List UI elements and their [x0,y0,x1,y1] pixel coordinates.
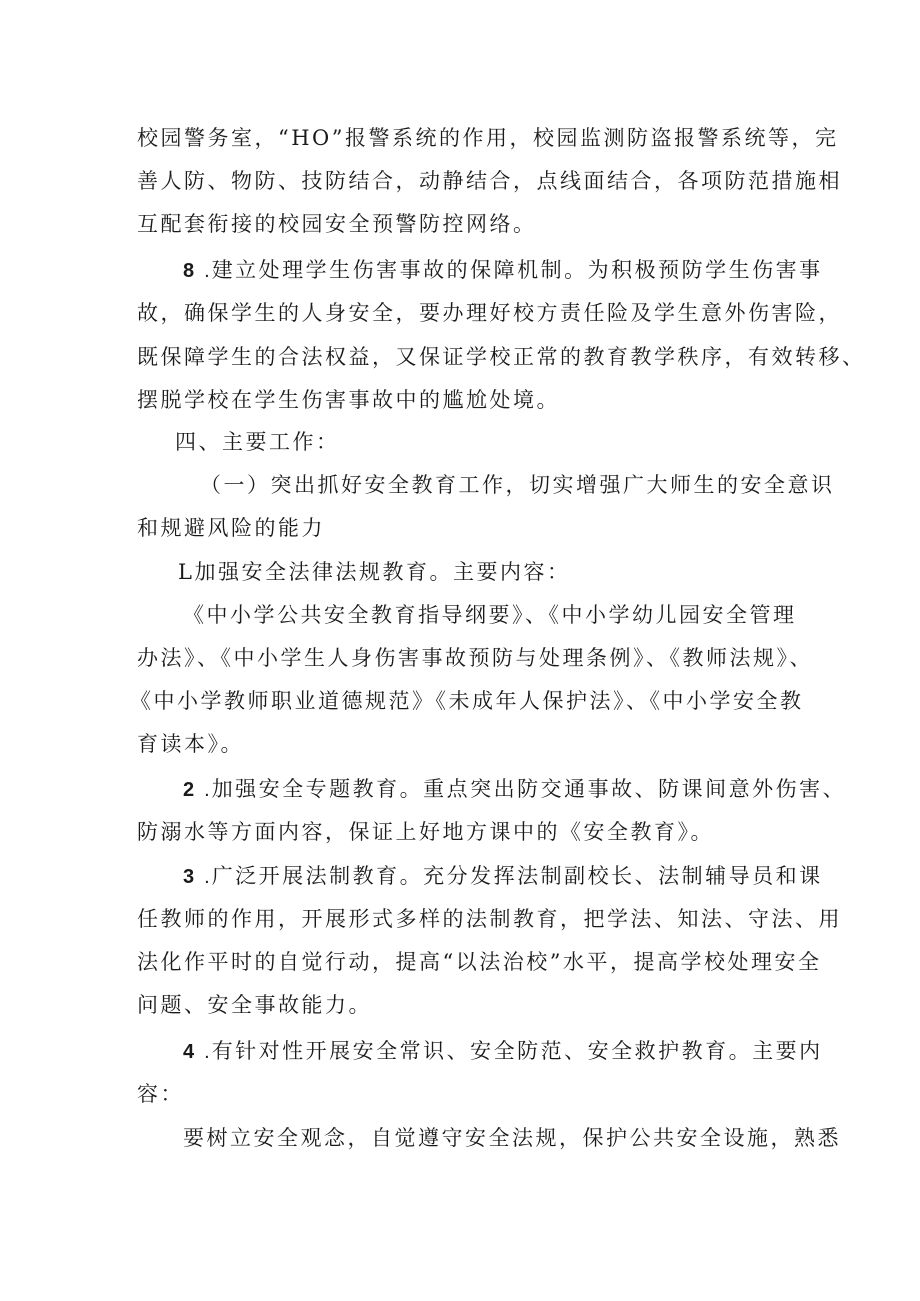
text-line: 和规避风险的能力 [137,516,325,540]
section-heading: 四、主要工作： [175,430,340,454]
text-line: 《中小学公共安全教育指导纲要》、《中小学幼儿园安全管理 [183,603,797,627]
text-line: 法化作平时的自觉行动，提高“以法治校”水平，提高学校处理安全 [137,950,822,974]
text-line: L加强安全法律法规教育。主要内容： [178,560,571,584]
text-line: 《中小学教师职业道德规范》《未成年人保护法》、《中小学安全教 [130,689,804,713]
item-number: 2 [183,779,195,801]
subsection-heading: （一）突出抓好安全教育工作，切实增强广大师生的安全意识 [200,473,835,497]
item-number: 3 [183,866,195,888]
text-line: 善人防、物防、技防结合，动静结合，点线面结合，各项防范措施相 [137,169,842,193]
item-dot: . [204,866,210,888]
text-line: 要树立安全观念，自觉遵守安全法规，保护公共安全设施，熟悉 [183,1126,841,1150]
numbered-item-8 [183,256,823,285]
numbered-item-2 [183,775,846,804]
text-line: 问题、安全事故能力。 [137,993,372,1017]
text-line: 校园警务室，“HO”报警系统的作用，校园监测防盗报警系统等，完 [137,126,839,150]
item-text: 加强安全专题教育。重点突出防交通事故、防课间意外伤害、 [211,777,847,801]
item-dot: . [204,779,210,801]
numbered-item-4 [183,1037,823,1066]
item-text: 有针对性开展安全常识、安全防范、安全救护教育。主要内 [211,1039,823,1063]
item-number: 4 [183,1041,195,1063]
item-text: 广泛开展法制教育。充分发挥法制副校长、法制辅导员和课 [211,864,823,888]
text-line: 办法》、《中小学生人身伤害事故预防与处理条例》、《教师法规》、 [137,646,813,670]
text-line: 防溺水等方面内容，保证上好地方课中的《安全教育》。 [137,820,714,844]
item-text: 建立处理学生伤害事故的保障机制。为积极预防学生伤害事 [211,258,823,282]
numbered-item-3 [183,862,823,891]
text-line: 育读本》。 [137,732,244,756]
item-dot: . [204,1041,210,1063]
text-line: 摆脱学校在学生伤害事故中的尴尬处境。 [137,388,560,412]
text-line: 任教师的作用，开展形式多样的法制教育，把学法、知法、守法、用 [137,907,842,931]
text-line: 既保障学生的合法权益，又保证学校正常的教育教学秩序，有效转移、 [137,345,866,369]
text-line: 故，确保学生的人身安全，要办理好校方责任险及学生意外伤害险， [137,301,842,325]
item-number: 8 [183,260,195,282]
text-line: 容： [137,1082,184,1106]
text-line: 互配套衔接的校园安全预警防控网络。 [137,212,537,236]
item-dot: . [204,260,210,282]
